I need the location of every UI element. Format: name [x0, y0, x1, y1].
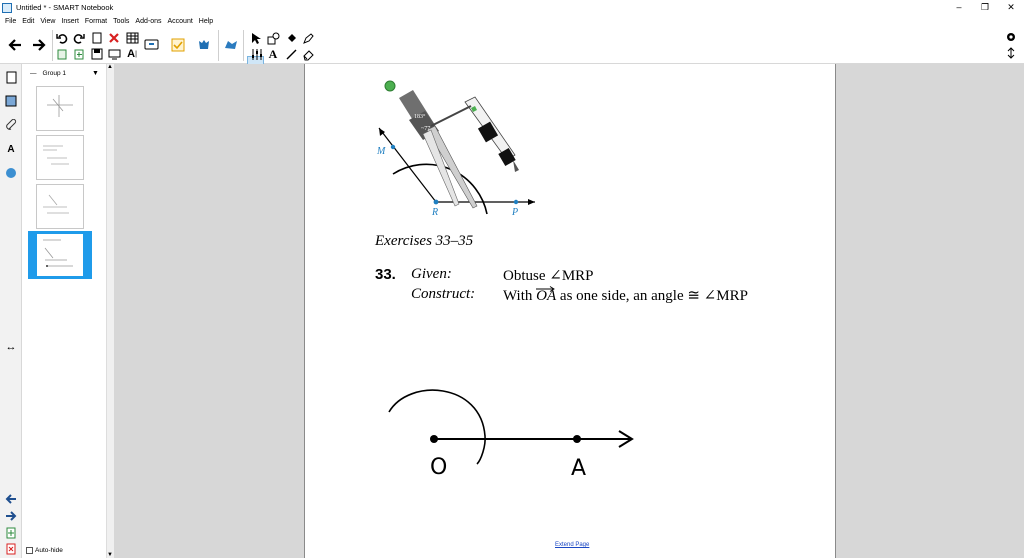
construct-text-post: as one side, an angle ≅ ∠MRP — [559, 288, 748, 304]
menu-format[interactable]: Format — [84, 17, 108, 25]
new-page-icon[interactable] — [89, 30, 105, 46]
given-label: Given: — [411, 266, 452, 282]
scroll-down-icon[interactable]: ▼ — [107, 552, 113, 558]
menu-help[interactable]: Help — [198, 17, 214, 25]
attachments-tab-icon[interactable] — [4, 118, 18, 132]
thumbnail-preview-icon — [37, 87, 83, 130]
line-tool-icon[interactable] — [283, 46, 299, 62]
page-thumbnail-3[interactable] — [36, 184, 84, 229]
group-header[interactable] — [30, 70, 110, 77]
close-icon[interactable]: ✕ — [1007, 2, 1015, 12]
text-style-icon[interactable]: A | — [127, 48, 137, 60]
delete-page-icon[interactable] — [4, 542, 18, 556]
fill-tool-icon[interactable] — [283, 30, 299, 46]
properties-icon[interactable] — [248, 46, 264, 62]
menu-bar — [0, 15, 1024, 27]
title-bar — [0, 0, 1024, 15]
menu-tools[interactable]: Tools — [113, 17, 130, 25]
label-p: P — [512, 207, 519, 218]
back-arrow-icon[interactable] — [7, 37, 23, 53]
compass-angle-readout: 183° — [414, 114, 426, 120]
compass-tool[interactable] — [385, 81, 519, 208]
group-menu-chevron-icon[interactable]: ▼ — [92, 70, 99, 77]
delete-icon[interactable] — [106, 30, 122, 46]
insert-page-icon[interactable] — [71, 46, 87, 62]
group-collapse-icon[interactable]: — — [30, 70, 37, 77]
shapes-tool-icon[interactable] — [265, 30, 281, 46]
extend-page-link[interactable]: Extend Page — [555, 542, 590, 548]
gallery-tab-icon[interactable] — [4, 94, 18, 108]
pen-tool-icon[interactable] — [300, 30, 316, 46]
label-r: R — [432, 207, 439, 218]
ray-oa — [536, 288, 556, 304]
handwritten-o: O — [430, 455, 448, 480]
resize-sidebar-icon[interactable]: ↔ — [5, 341, 17, 353]
construct-text-pre: With — [503, 288, 533, 304]
thumbnail-menu-chevron-icon[interactable]: ▼ — [75, 234, 82, 241]
compass-radius-readout: ~77 — [421, 126, 431, 132]
sidebar-tabs — [0, 64, 22, 558]
eraser-tool-icon[interactable] — [300, 46, 316, 62]
point-r — [434, 200, 439, 205]
response-icon[interactable] — [170, 37, 186, 53]
point-m — [391, 145, 395, 149]
page-thumbnail-2[interactable] — [36, 135, 84, 180]
menu-view[interactable]: View — [40, 17, 56, 25]
thumbnail-preview-icon — [37, 136, 83, 179]
menu-insert[interactable]: Insert — [61, 17, 79, 25]
sorter-scrollbar[interactable] — [106, 64, 114, 558]
label-m: M — [377, 146, 386, 157]
screen-shade-icon[interactable] — [106, 46, 122, 62]
add-ons-icon[interactable] — [196, 37, 212, 53]
right-toolbar — [999, 27, 1024, 64]
lesson-activity-icon[interactable] — [223, 37, 239, 53]
autohide-label: Auto-hide — [35, 547, 63, 554]
construct-text — [503, 286, 748, 305]
autohide-checkbox[interactable] — [26, 547, 33, 554]
window-title: Untitled * - SMART Notebook — [16, 3, 114, 12]
exercise-title: Exercises 33–35 — [375, 233, 474, 249]
scroll-up-icon[interactable]: ▲ — [107, 64, 113, 70]
group-label: Group 1 — [42, 70, 66, 77]
gear-icon[interactable] — [1003, 29, 1019, 45]
menu-file[interactable]: File — [5, 17, 17, 25]
construct-label: Construct: — [411, 286, 476, 302]
point-p — [514, 200, 518, 204]
menu-edit[interactable]: Edit — [22, 17, 35, 25]
handwritten-a: A — [571, 456, 587, 481]
question-number: 33. — [375, 266, 396, 283]
table-icon[interactable] — [124, 30, 140, 46]
document-camera-icon[interactable] — [144, 37, 160, 53]
point-o — [430, 435, 438, 443]
undo-icon[interactable] — [54, 30, 70, 46]
point-a — [573, 435, 581, 443]
page-thumbnail-1[interactable] — [36, 86, 84, 131]
menu-account[interactable]: Account — [167, 17, 193, 25]
previous-page-icon[interactable] — [4, 492, 18, 506]
notebook-page[interactable] — [304, 64, 836, 558]
open-file-icon[interactable] — [54, 46, 70, 62]
text-tool-icon[interactable]: A — [268, 46, 278, 61]
ray-overline-icon — [536, 286, 556, 292]
restore-icon[interactable]: ❐ — [980, 2, 990, 12]
page-sorter-tab-icon[interactable] — [4, 70, 18, 84]
given-text: Obtuse ∠MRP — [503, 268, 594, 284]
toolbar — [0, 27, 1024, 64]
select-tool-icon[interactable] — [248, 30, 264, 46]
redo-icon[interactable] — [71, 30, 87, 46]
save-icon[interactable] — [89, 46, 105, 62]
ray-oa-label: OA — [536, 288, 557, 304]
addons-tab-icon[interactable] — [4, 166, 18, 180]
minimize-icon[interactable]: – — [956, 2, 962, 12]
add-page-icon[interactable] — [4, 526, 18, 540]
angle-figure — [305, 64, 837, 224]
properties-tab-icon[interactable]: A — [7, 143, 15, 155]
menu-addons[interactable]: Add-ons — [135, 17, 162, 25]
next-page-icon[interactable] — [4, 509, 18, 523]
smart-notebook-icon — [2, 3, 12, 13]
thumbnail-preview-icon — [37, 185, 83, 228]
toolbar-position-icon[interactable] — [1003, 45, 1019, 61]
autohide-toggle[interactable] — [26, 547, 63, 554]
forward-arrow-icon[interactable] — [31, 37, 47, 53]
